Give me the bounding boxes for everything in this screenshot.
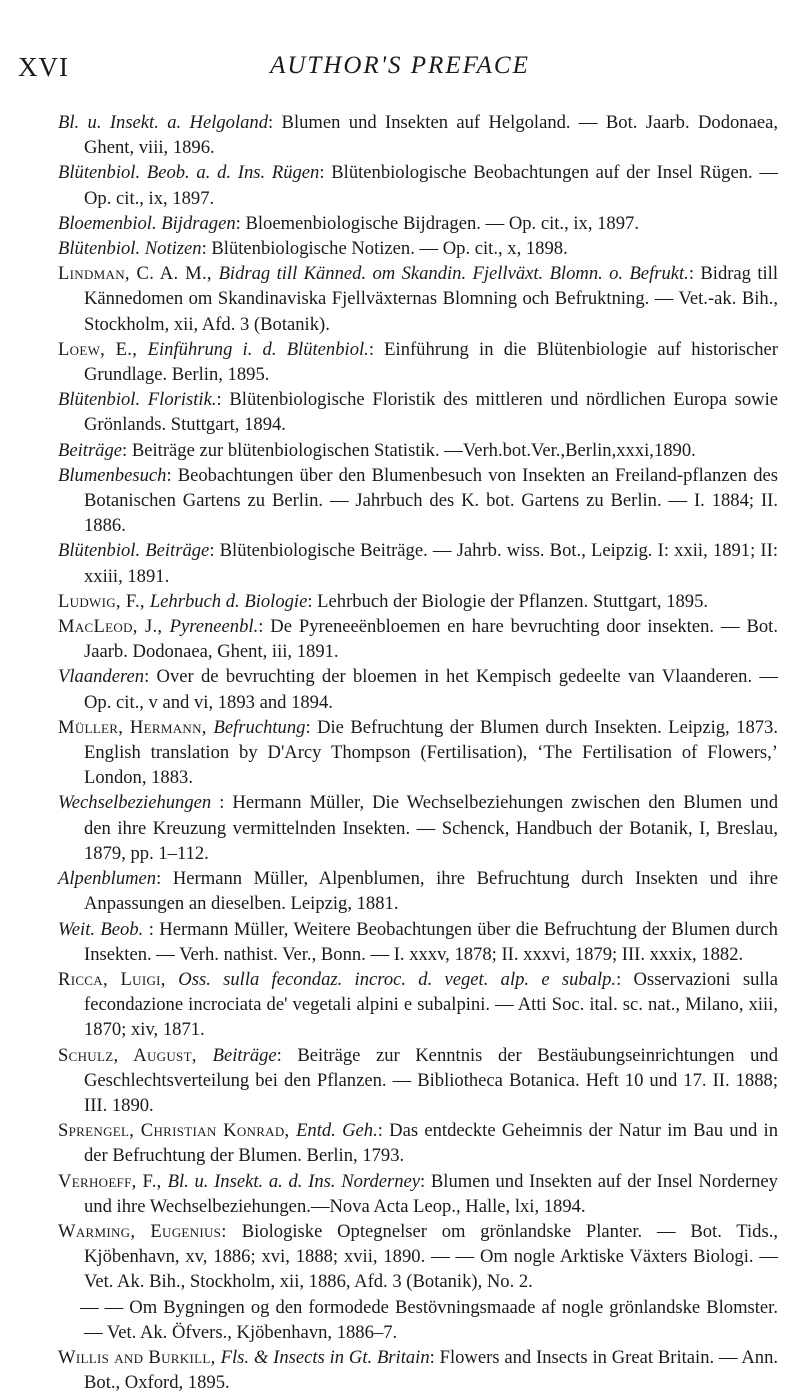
entry-citation: : Das entdeckte Geheimnis der Natur im Bau und in der Befruchtung der Blumen. Berlin, 1793. — [84, 1120, 779, 1167]
entry-citation: : Blütenbiologische Beiträge. — Jahrb. wiss. Bot., Leipzig. I: xxii, 1891; II: xxiii, 1891. — [84, 540, 778, 587]
entry-abbreviation: Oss. sulla fecondaz. incroc. d. veget. alp. e subalp. — [178, 968, 617, 990]
entry-author: Sprengel, Christian Konrad, — [58, 1120, 297, 1142]
bibliography-entry — [58, 387, 778, 437]
entry-author: Müller, Hermann, — [58, 716, 214, 738]
bibliography-list — [58, 110, 778, 1395]
bibliography-entry — [58, 160, 778, 210]
entry-abbreviation: Blütenbiol. Floristik. — [58, 389, 217, 411]
entry-author: Lindman, C. A. M., — [58, 263, 219, 285]
entry-citation: : Blumen und Insekten auf Helgoland. — Bot. Jaarb. Dodonaea, Ghent, viii, 1896. — [84, 112, 778, 159]
entry-abbreviation: Alpenblumen — [58, 868, 157, 890]
entry-citation: : De Pyreneeënbloemen en hare bevruchting door insekten. — Bot. Jaarb. Dodonaea, Ghent, iii, 1891. — [84, 616, 778, 663]
entry-abbreviation: Weit. Beob. — [58, 918, 144, 940]
entry-citation: : Einführung in die Blütenbiologie auf historischer Grundlage. Berlin, 1895. — [84, 338, 779, 386]
entry-abbreviation: Blütenbiol. Beiträge — [58, 540, 210, 562]
bibliography-entry — [58, 866, 778, 916]
running-head: AUTHOR'S PREFACE — [270, 52, 530, 79]
entry-author: Loew, E., — [58, 338, 148, 360]
bibliography-entry — [58, 614, 778, 664]
entry-abbreviation: Bl. u. Insekt. a. d. Ins. Norderney — [167, 1170, 421, 1192]
entry-citation: : Bloemenbiologische Bijdragen. — Op. cit., ix, 1897. — [235, 212, 639, 234]
entry-abbreviation: Pyreneenbl. — [169, 616, 259, 638]
bibliography-entry — [58, 261, 778, 337]
bibliography-entry — [58, 1118, 778, 1168]
entry-citation: : Bidrag till Kännedomen om Skandinaviska Fjellväxternas Blomning och Befruktning. — Vet.-ak. Bih., Stockholm, xii, Afd. 3 (Botanik). — [84, 263, 779, 335]
bibliography-entry — [58, 664, 778, 714]
entry-citation: : Beiträge zur Kenntnis der Bestäubungseinrichtungen und Geschlechtsverteilung bei den Pflanzen. — Bibliotheca Botanica. Heft 10 und 17. II. 1888; III. 1890. — [84, 1044, 778, 1116]
entry-abbreviation: Entd. Geh. — [296, 1120, 378, 1142]
bibliography-entry — [58, 917, 778, 967]
bibliography-entry — [58, 589, 778, 614]
entry-author: Warming, Eugenius: — [58, 1220, 242, 1242]
entry-abbreviation: Blütenbiol. Notizen — [58, 238, 202, 260]
entry-citation: : Hermann Müller, Die Wechselbeziehungen zwischen den Blumen und den ihre Kreuzung vermittelnden Insekten. — Schenck, Handbuch der Botanik, I, Breslau, 1879, pp. 1–112. — [84, 792, 778, 864]
entry-abbreviation: Blumenbesuch — [58, 464, 167, 486]
entry-abbreviation: Fls. & Insects in Gt. Britain — [220, 1346, 430, 1368]
bibliography-entry — [58, 236, 778, 261]
entry-citation: : Hermann Müller, Alpenblumen, ihre Befruchtung durch Insekten und ihre Anpassungen an dieselben. Leipzig, 1881. — [84, 868, 778, 915]
entry-citation: — — Om Bygningen og den formodede Bestövningsmaade af nogle grönlandske Blomster. — Vet. Ak. Öfvers., Kjöbenhavn, 1886–7. — [80, 1296, 778, 1343]
entry-abbreviation: Bloemenbiol. Bijdragen — [58, 212, 236, 234]
bibliography-entry — [58, 337, 778, 387]
entry-citation: : Over de bevruchting der bloemen in het Kempisch gedeelte van Vlaanderen. — Op. cit., v and vi, 1893 and 1894. — [84, 666, 778, 713]
entry-citation: : Beobachtungen über den Blumenbesuch von Insekten an Freiland-pflanzen des Botanischen Gartens zu Berlin. — Jahrbuch des K. bot. Gartens zu Berlin. — I. 1884; II. 1886. — [84, 464, 778, 537]
entry-author: Willis and Burkill, — [58, 1346, 221, 1368]
bibliography-entry — [58, 715, 778, 791]
bibliography-entry — [58, 1295, 778, 1345]
page-number: XVI — [18, 52, 69, 82]
entry-abbreviation: Wechselbeziehungen — [58, 792, 212, 814]
entry-author: MacLeod, J., — [58, 616, 170, 638]
entry-citation: : Beiträge zur blütenbiologischen Statistik. —Verh.bot.Ver.,Berlin,xxxi,1890. — [122, 439, 696, 461]
entry-citation: : Hermann Müller, Weitere Beobachtungen über die Befruchtung der Blumen durch Insekten. — Verh. nathist. Ver., Bonn. — I. xxxv, 1878; II. xxxvi, 1879; III. xxxix, 1882. — [84, 918, 778, 965]
entry-abbreviation: Befruchtung — [213, 716, 306, 738]
entry-citation: : Die Befruchtung der Blumen durch Insekten. Leipzig, 1873. English translation by D'Arcy Thompson (Fertilisation), ‘The Fertilisation of Flowers,’ London, 1883. — [84, 716, 778, 789]
entry-citation: : Flowers and Insects in Great Britain. — Ann. Bot., Oxford, 1895. — [84, 1346, 779, 1394]
entry-abbreviation: Bl. u. Insekt. a. Helgoland — [58, 112, 269, 133]
bibliography-entry — [58, 1043, 778, 1119]
entry-citation: Biologiske Optegnelser om grönlandske Planter. — Bot. Tids., Kjöbenhavn, xv, 1886; xvi, 1888; xvii, 1890. — — Om nogle Arktiske Växters Biologi. — Vet. Ak. Bih., Stockholm, xii, 1886, Afd. 3 (Botanik), No. 2. — [84, 1220, 778, 1293]
bibliography-entry — [58, 1345, 778, 1395]
entry-abbreviation: Blütenbiol. Beob. a. d. Ins. Rügen — [58, 162, 320, 184]
bibliography-entry — [58, 211, 778, 236]
entry-author: Ricca, Luigi, — [58, 968, 179, 990]
entry-author: Ludwig, F., — [58, 590, 150, 612]
entry-abbreviation: Beiträge — [58, 439, 123, 461]
entry-citation: : Lehrbuch der Biologie der Pflanzen. Stuttgart, 1895. — [307, 590, 709, 612]
entry-author: Schulz, August, — [58, 1044, 213, 1066]
bibliography-entry — [58, 967, 778, 1043]
bibliography-entry — [58, 1219, 778, 1295]
bibliography-entry — [58, 463, 778, 539]
entry-author: Verhoeff, F., — [58, 1170, 168, 1192]
entry-citation: : Blumen und Insekten auf der Insel Norderney und ihre Wechselbeziehungen.—Nova Acta Leop., Halle, lxi, 1894. — [84, 1170, 778, 1217]
bibliography-entry — [58, 438, 778, 463]
entry-citation: : Blütenbiologische Beobachtungen auf der Insel Rügen. — Op. cit., ix, 1897. — [84, 162, 778, 209]
entry-abbreviation: Lehrbuch d. Biologie — [149, 590, 308, 612]
bibliography-entry — [58, 790, 778, 866]
entry-abbreviation: Beiträge — [212, 1044, 277, 1066]
entry-citation: : Blütenbiologische Floristik des mittleren und nördlichen Europa sowie Grönlands. Stuttgart, 1894. — [84, 389, 778, 436]
bibliography-entry — [58, 1169, 778, 1219]
entry-abbreviation: Vlaanderen — [58, 666, 145, 688]
bibliography-entry — [58, 538, 778, 588]
entry-abbreviation: Einführung i. d. Blütenbiol. — [147, 338, 369, 360]
entry-citation: : Osservazioni sulla fecondazione incrociata de' vegetali alpini e subalpini. — Atti Soc. ital. sc. nat., Milano, xiii, 1870; xiv, 1871. — [84, 968, 778, 1041]
entry-abbreviation: Bidrag till Känned. om Skandin. Fjellväxt. Blomn. o. Befrukt. — [218, 263, 689, 285]
entry-citation: : Blütenbiologische Notizen. — Op. cit., x, 1898. — [201, 238, 568, 260]
bibliography-entry — [58, 110, 778, 160]
